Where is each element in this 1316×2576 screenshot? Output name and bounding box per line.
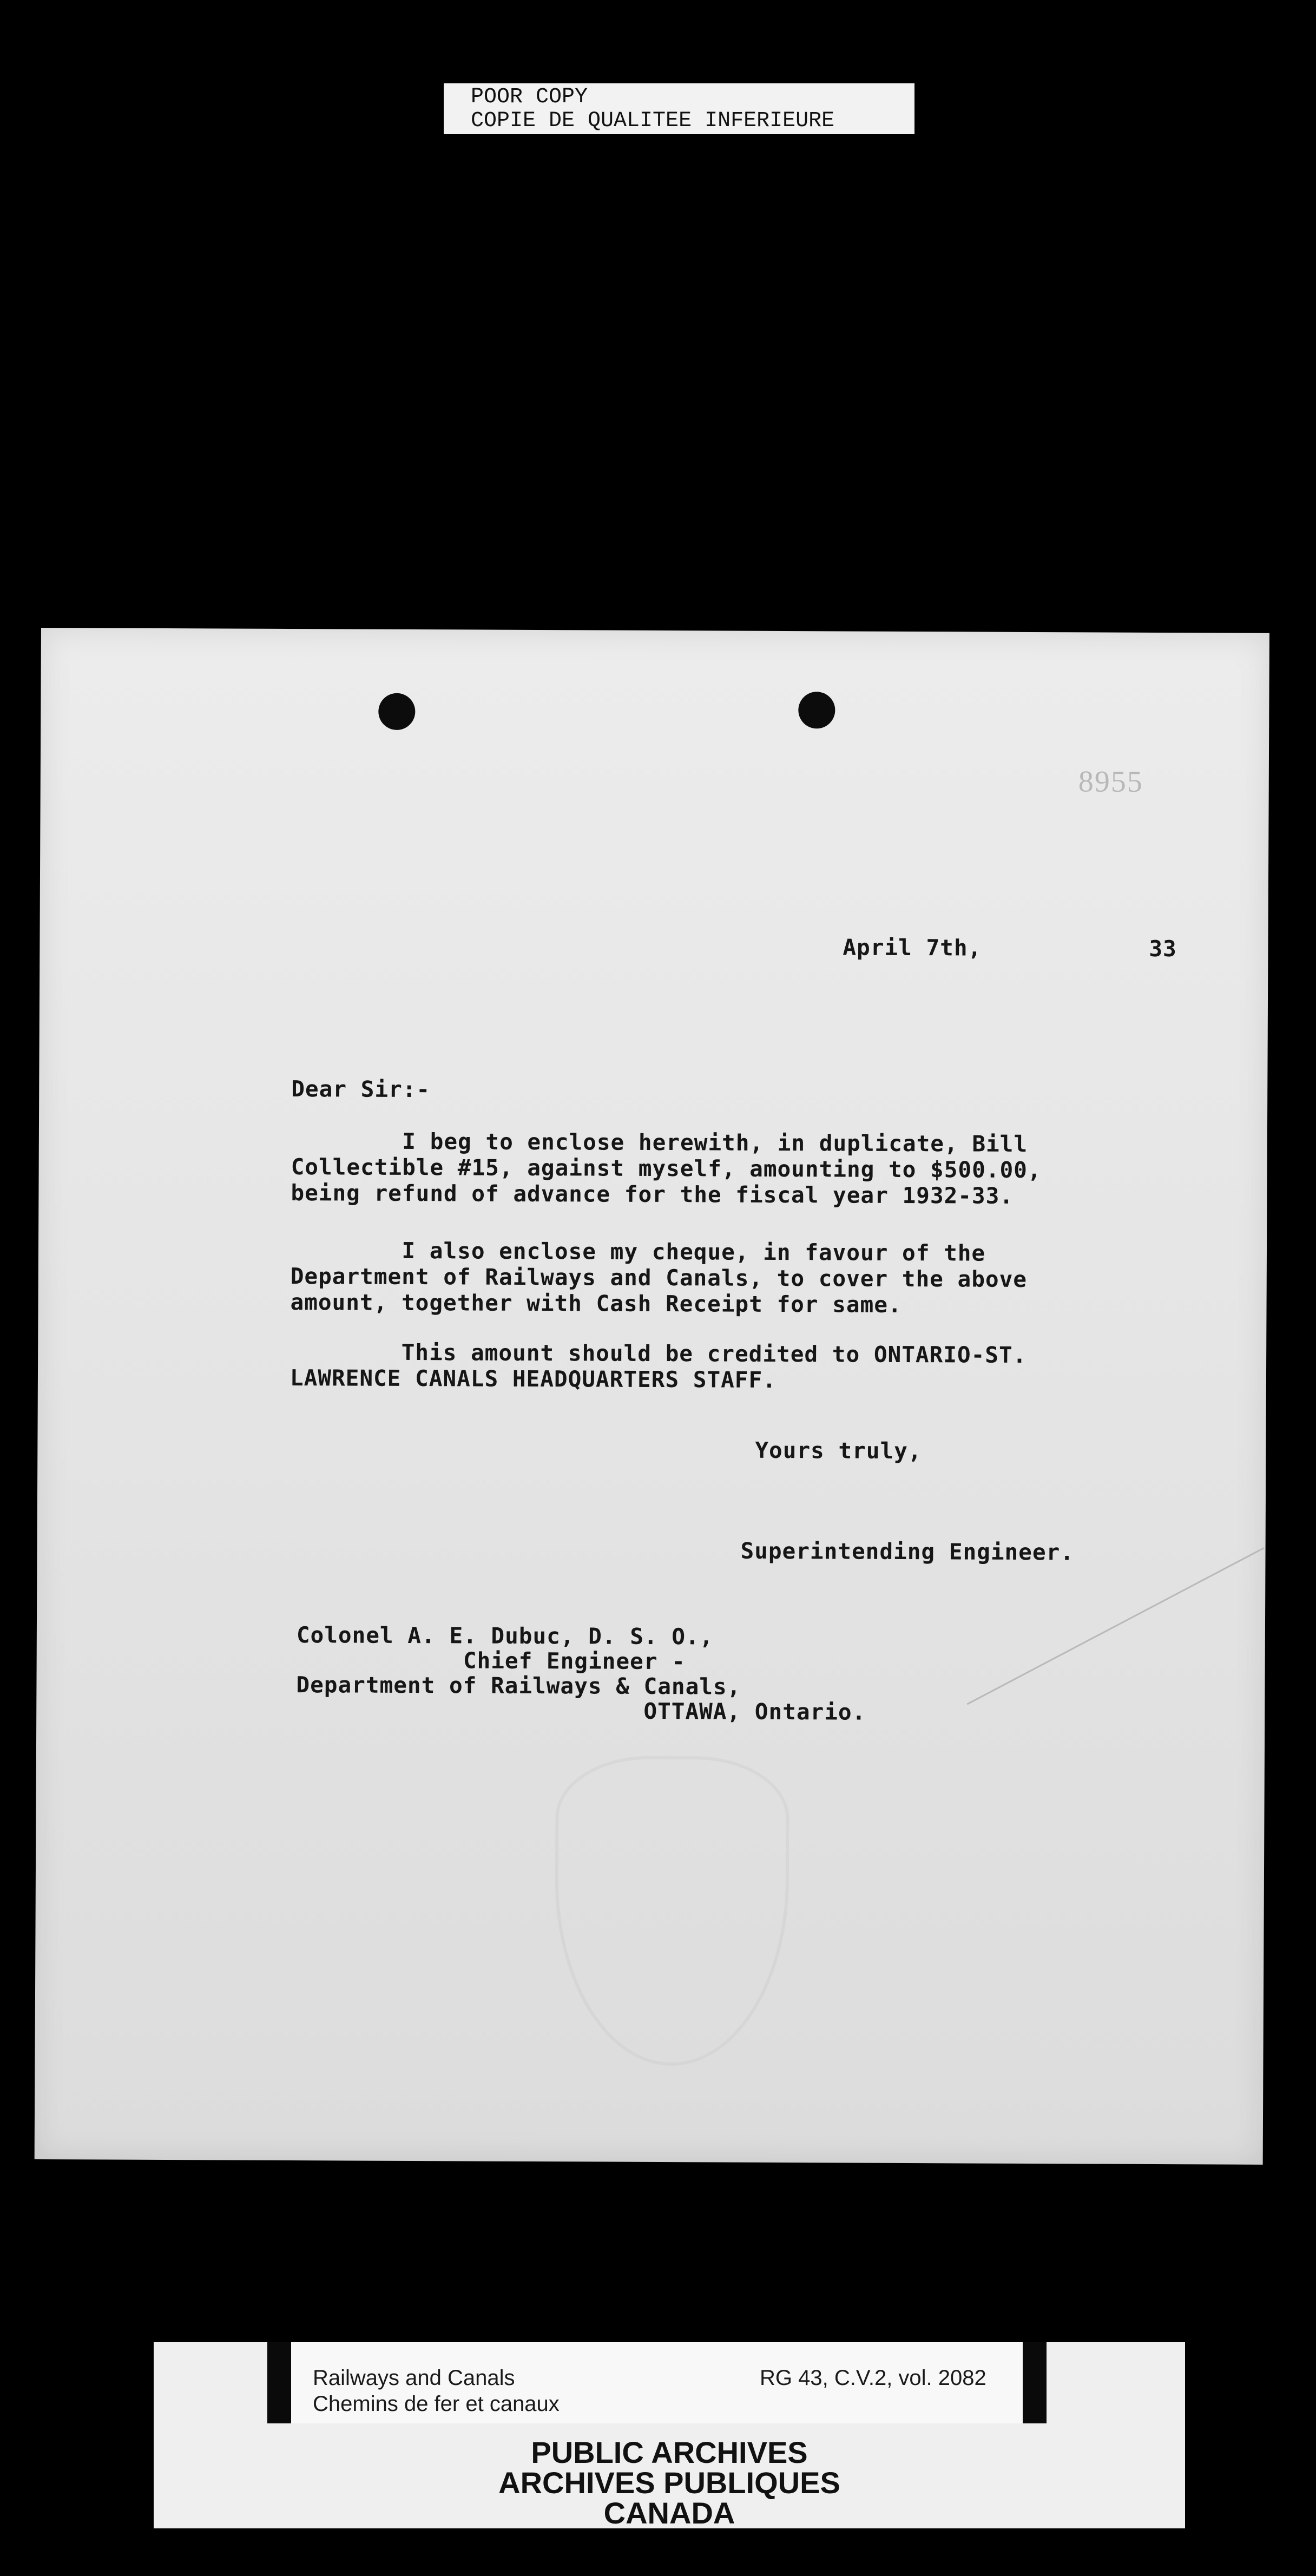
collection-name-fr: Chemins de fer et canaux [313, 2392, 560, 2416]
archives-title [154, 2437, 1185, 2528]
letter-sheet [35, 628, 1269, 2165]
letter-date: April 7th, [843, 934, 982, 961]
poor-copy-stamp [444, 83, 914, 134]
archives-line-2: ARCHIVES PUBLIQUES [498, 2466, 840, 2500]
collection-name-en: Railways and Canals [313, 2366, 515, 2390]
stamp-line-2: COPIE DE QUALITEE INFERIEURE [471, 109, 835, 133]
recipient-address: Colonel A. E. Dubuc, D. S. O., Chief Engineer - Department of Railways & Canals, OTTAWA, Ontario. [296, 1622, 866, 1725]
archives-line-3: CANADA [603, 2496, 735, 2530]
signature-title: Superintending Engineer. [740, 1537, 1075, 1566]
closing: Yours truly, [755, 1437, 922, 1464]
punch-hole-left [378, 693, 415, 730]
paragraph-2: I also enclose my cheque, in favour of the Department of Railways and Canals, to cover the above amount, together with Cash Receipt for same. [290, 1237, 1028, 1318]
pen-mark [967, 1547, 1265, 1705]
paragraph-1: I beg to enclose herewith, in duplicate, Bill Collectible #15, against myself, amounting to $500.00, being refund of advance for the fiscal year 1932-33. [291, 1128, 1042, 1209]
reference-number: 8955 [1078, 765, 1143, 799]
punch-hole-right [798, 692, 835, 728]
stamp-line-1: POOR COPY [471, 85, 588, 109]
paragraph-3: This amount should be credited to ONTARIO-ST. LAWRENCE CANALS HEADQUARTERS STAFF. [289, 1339, 1027, 1393]
collection-names [313, 2365, 560, 2417]
archives-line-1: PUBLIC ARCHIVES [531, 2435, 808, 2469]
archives-footer [154, 2342, 1185, 2528]
archive-reference: RG 43, C.V.2, vol. 2082 [760, 2366, 986, 2390]
collection-label [267, 2342, 1047, 2423]
watermark-crest [554, 1756, 789, 2066]
salutation: Dear Sir:- [291, 1076, 431, 1103]
letter-year: 33 [1149, 935, 1177, 962]
